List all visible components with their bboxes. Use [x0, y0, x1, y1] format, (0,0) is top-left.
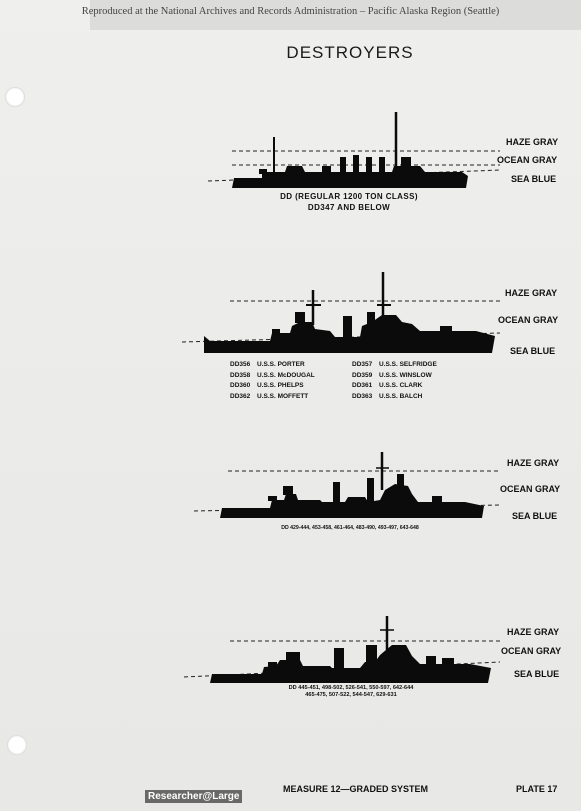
ship3-sea-blue-label: SEA BLUE	[512, 511, 558, 521]
ship3-haze-gray-label: HAZE GRAY	[507, 458, 560, 468]
ship4-haze-gray-label: HAZE GRAY	[507, 627, 560, 637]
ship1-ocean-gray-label: OCEAN GRAY	[497, 155, 558, 165]
ship3-ocean-gray-label: OCEAN GRAY	[500, 484, 561, 494]
ship2-hull-list-right	[352, 360, 437, 402]
hull-entry: DD358 U.S.S. McDOUGAL	[230, 371, 315, 379]
hull-entry: DD361 U.S.S. CLARK	[352, 382, 423, 389]
ship1-caption-line1: DD (REGULAR 1200 TON CLASS)	[280, 192, 418, 201]
ship4-caption-line2: 465-475, 507-522, 544-547, 629-631	[305, 692, 397, 698]
ship4-sea-blue-label: SEA BLUE	[514, 669, 560, 679]
hull-entry: DD363 U.S.S. BALCH	[352, 392, 423, 400]
page-title: DESTROYERS	[286, 43, 414, 62]
ship1-sea-blue-label: SEA BLUE	[511, 174, 557, 184]
ship2-hull-list-left	[230, 360, 315, 402]
ship4-ocean-gray-label: OCEAN GRAY	[501, 646, 562, 656]
hull-entry: DD360 U.S.S. PHELPS	[230, 382, 304, 389]
hull-entry: DD362 U.S.S. MOFFETT	[230, 392, 309, 400]
ship1-silhouette	[232, 112, 468, 188]
footer-plate: PLATE 17	[516, 784, 558, 794]
ship2-ocean-gray-label: OCEAN GRAY	[498, 315, 559, 325]
ship4-silhouette	[210, 616, 491, 683]
reproduction-note: Reproduced at the National Archives and Records Administration – Pacific Alaska Region (Seattle)	[81, 6, 500, 17]
ship2-silhouette	[204, 272, 495, 353]
ship2-sea-blue-label: SEA BLUE	[510, 346, 556, 356]
ship3-caption: DD 429-444, 453-458, 461-464, 483-490, 493-497, 643-648	[281, 525, 419, 531]
hull-entry: DD359 U.S.S. WINSLOW	[352, 371, 432, 379]
ship4-caption-line1: DD 445-451, 498-502, 526-541, 550-597, 642-644	[288, 685, 414, 691]
ship1-caption-line2: DD347 AND BELOW	[307, 203, 391, 212]
hull-entry: DD356 U.S.S. PORTER	[230, 361, 305, 368]
footer-measure: MEASURE 12—GRADED SYSTEM	[283, 784, 429, 794]
ship1-haze-gray-label: HAZE GRAY	[506, 137, 559, 147]
hull-entry: DD357 U.S.S. SELFRIDGE	[352, 361, 437, 368]
watermark-label: Researcher@Large	[145, 790, 242, 803]
ship3-silhouette	[220, 452, 484, 518]
ship2-haze-gray-label: HAZE GRAY	[505, 288, 558, 298]
